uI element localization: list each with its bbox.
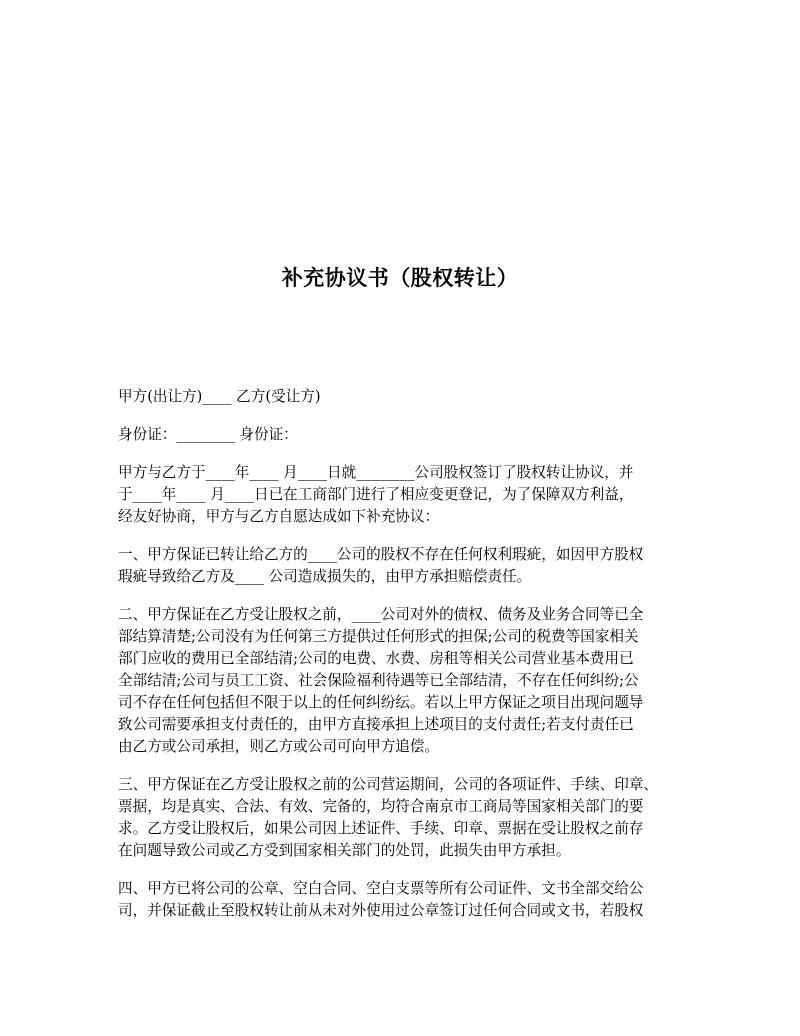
- text-line: 在问题导致公司或乙方受到国家相关部门的处罚，此损失由甲方承担。: [118, 842, 571, 859]
- text-line: 瑕疵导致给乙方及____ 公司造成损失的，由甲方承担赔偿责任。: [118, 568, 532, 585]
- text-line: 票据，均是真实、合法、有效、完备的，均符合南京市工商局等国家相关部门的要: [118, 798, 644, 815]
- paragraph: [118, 462, 688, 528]
- text-line: 全部结清;公司与员工工资、社会保险福利待遇等已全部结清，不存在任何纠纷;公: [118, 672, 639, 689]
- text-line: 司，并保证截止至股权转让前从未对外使用过公章签订过任何合同或文书，若股权: [118, 902, 644, 919]
- text-line: 由乙方或公司承担，则乙方或公司可向甲方追偿。: [118, 738, 440, 755]
- text-line: 致公司需要承担支付责任的，由甲方直接承担上述项目的支付责任;若支付责任已: [118, 716, 634, 733]
- text-line: 司不存在任何包括但不限于以上的任何纠纷纭。若以上甲方保证之项目出现问题导: [118, 694, 644, 711]
- document-title: 补充协议书（股权转让）: [281, 265, 519, 290]
- text-line: 经友好协商，甲方与乙方自愿达成如下补充协议：: [118, 508, 440, 525]
- text-line: 部结算清楚;公司没有为任何第三方提供过任何形式的担保;公司的税费等国家相关: [118, 628, 639, 645]
- text-line: 一、甲方保证已转让给乙方的____公司的股权不存在任何权利瑕疵，如因甲方股权: [118, 546, 644, 563]
- paragraph: [118, 544, 688, 588]
- text-line: 甲方(出让方)____ 乙方(受让方): [118, 388, 321, 405]
- paragraph: [118, 774, 688, 862]
- text-line: 于____年____ 月____日已在工商部门进行了相应变更登记，为了保障双方利益，: [118, 486, 634, 503]
- paragraph: [118, 424, 688, 446]
- paragraph: [118, 386, 688, 408]
- text-line: 部门应收的费用已全部结清;公司的电费、水费、房租等相关公司营业基本费用已: [118, 650, 634, 667]
- text-line: 求。乙方受让股权后，如果公司因上述证件、手续、印章、票据在受让股权之前存: [118, 820, 644, 837]
- text-line: 三、甲方保证在乙方受让股权之前的公司营运期间，公司的各项证件、手续、印章、: [118, 776, 658, 793]
- document-body: [118, 386, 688, 938]
- text-line: 甲方与乙方于____年____ 月____日就________公司股权签订了股权转让协议，并: [118, 464, 634, 481]
- paragraph: [118, 604, 688, 758]
- text-line: 二、甲方保证在乙方受让股权之前，____公司对外的债权、债务及业务合同等已全: [118, 606, 644, 623]
- text-line: 四、甲方已将公司的公章、空白合同、空白支票等所有公司证件、文书全部交给公: [118, 880, 644, 897]
- paragraph: [118, 878, 688, 922]
- text-line: 身份证：________ 身份证：: [118, 426, 298, 443]
